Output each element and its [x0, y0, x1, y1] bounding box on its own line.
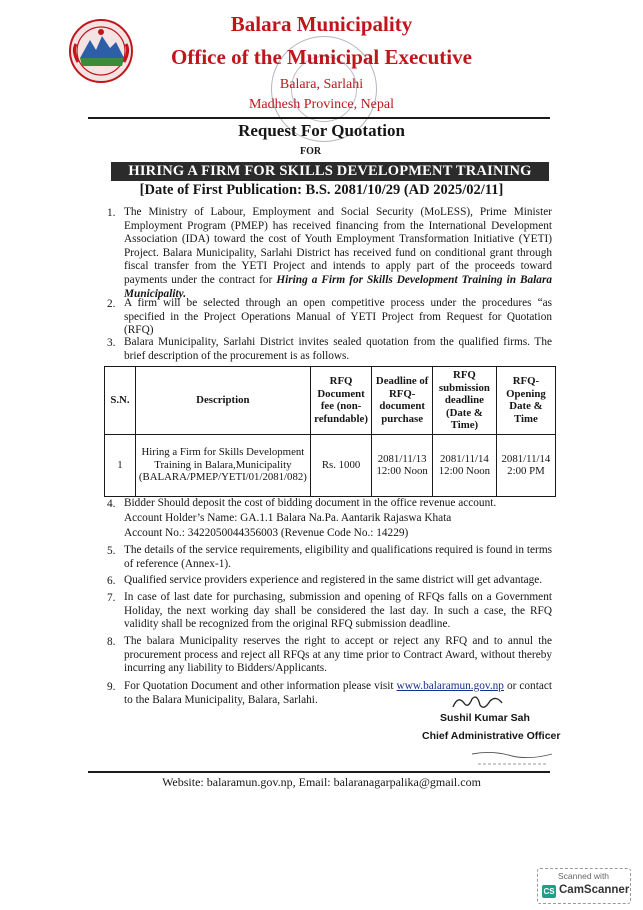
item-number: 4. [107, 498, 116, 510]
item-4-line-1: Bidder Should deposit the cost of bidding document in the office revenue account. [124, 497, 497, 509]
item-number: 5. [107, 545, 116, 557]
item-number: 2. [107, 298, 116, 310]
table-header: RFQ Document fee (non-refundable) [310, 367, 371, 435]
item-number: 8. [107, 636, 116, 648]
table-header: Deadline of RFQ-document purchase [372, 367, 433, 435]
item-1-emphasis: Hiring a Firm for Skills Development Training in Balara Municipality. [124, 273, 552, 300]
header-divider [88, 117, 550, 119]
item-9-text-before: For Quotation Document and other information please visit [124, 680, 394, 692]
table-cell-sn: 1 [105, 434, 136, 496]
table-cell-description: Hiring a Firm for Skills Development Training in Balara,Municipality (BALARA/PMEP/YETI/01/2081/082) [135, 434, 310, 496]
item-4-line-3: Account No.: 3422050044356003 (Revenue Code No.: 14229) [124, 527, 409, 539]
signature-stamp-scribble [468, 748, 558, 768]
item-9-text-after: or contact to the Balara Municipality, Balara, Sarlahi. [124, 680, 553, 706]
item-number: 1. [107, 207, 116, 219]
item-6-text: Qualified service providers experience and registered in the same district will get advantage. [124, 574, 543, 586]
item-number: 9. [107, 681, 116, 693]
signatory-name: Sushil Kumar Sah [440, 712, 530, 724]
for-label: FOR [300, 146, 322, 157]
publication-date: [Date of First Publication: B.S. 2081/10/29 (AD 2025/02/11] [139, 182, 504, 198]
table-cell-fee: Rs. 1000 [310, 434, 371, 496]
table-row [105, 434, 556, 496]
footer-divider [88, 771, 550, 773]
office-name: Office of the Municipal Executive [171, 45, 472, 69]
office-seal-inner-ring [291, 56, 357, 122]
table-cell-purchase-deadline: 2081/11/13 12:00 Noon [372, 434, 433, 496]
table-cell-opening: 2081/11/14 2:00 PM [496, 434, 555, 496]
item-4-line-2: Account Holder’s Name: GA.1.1 Balara Na.Pa. Aantarik Rajaswa Khata [124, 512, 452, 524]
item-2-text: A firm will be selected through an open competitive process under the procedures “as specified in the Project Operations Manual of YETI Project from Request for Quotation (RFQ) [124, 297, 552, 337]
signatory-title: Chief Administrative Officer [422, 730, 561, 742]
camscanner-brand: CamScanner [559, 884, 630, 896]
item-1-text [124, 206, 552, 301]
address-line-2: Madhesh Province, Nepal [248, 97, 395, 112]
table-header: RFQ-Opening Date & Time [496, 367, 555, 435]
table-header: Description [135, 367, 310, 435]
handwritten-signature [450, 693, 510, 713]
address-line-1: Balara, Sarlahi [279, 77, 364, 92]
item-number: 6. [107, 575, 116, 587]
item-8-text: The balara Municipality reserves the right to accept or reject any RFQ and to annul the procurement process and reject all RFQs at any time prior to Contract Award, without thereby incurring any liability to Bidders/Applicants. [124, 635, 552, 675]
scanned-with-label: Scanned with [558, 871, 610, 881]
table-header: S.N. [105, 367, 136, 435]
org-name: Balara Municipality [230, 12, 413, 36]
item-1-body: The Ministry of Labour, Employment and Social Security (MoLESS), Prime Minister Employment Program (PMEP) has received financing from the International Development Association (IDA) toward the cost of Youth Employment Transformation Initiative (YETI) Project. Balara Municipality, Sarlahi District has received fund on conditional grant through fiscal transfer from the YETI Project and intends to apply part of the proceeds toward payments under the contract for [124, 206, 552, 286]
table-cell-submission-deadline: 2081/11/14 12:00 Noon [432, 434, 496, 496]
footer-contact: Website: balaramun.gov.np, Email: balaranagarpalika@gmail.com [162, 775, 481, 789]
table-header: RFQ submission deadline (Date & Time) [432, 367, 496, 435]
item-7-text: In case of last date for purchasing, submission and opening of RFQs falls on a Government Holiday, the next working day shall be considered the last day. In such a case, the RFQ validity shall be recognized from the original RFQ submission deadline. [124, 591, 552, 631]
camscanner-logo-icon: CS [543, 887, 555, 896]
camscanner-watermark [537, 868, 631, 904]
item-number: 7. [107, 592, 116, 604]
table-header-row [105, 367, 556, 435]
title-banner: HIRING A FIRM FOR SKILLS DEVELOPMENT TRAINING [111, 162, 549, 181]
item-number: 3. [107, 337, 116, 349]
website-link[interactable]: www.balaramun.gov.np [396, 680, 504, 692]
item-3-text: Balara Municipality, Sarlahi District invites sealed quotation from the qualified firms. The brief description of the procurement is as follows. [124, 336, 552, 362]
item-5-text: The details of the service requirements, eligibility and qualifications required is found in terms of reference (Annex-1). [124, 544, 552, 570]
document-title: Request For Quotation [238, 121, 405, 140]
procurement-table [104, 366, 556, 497]
